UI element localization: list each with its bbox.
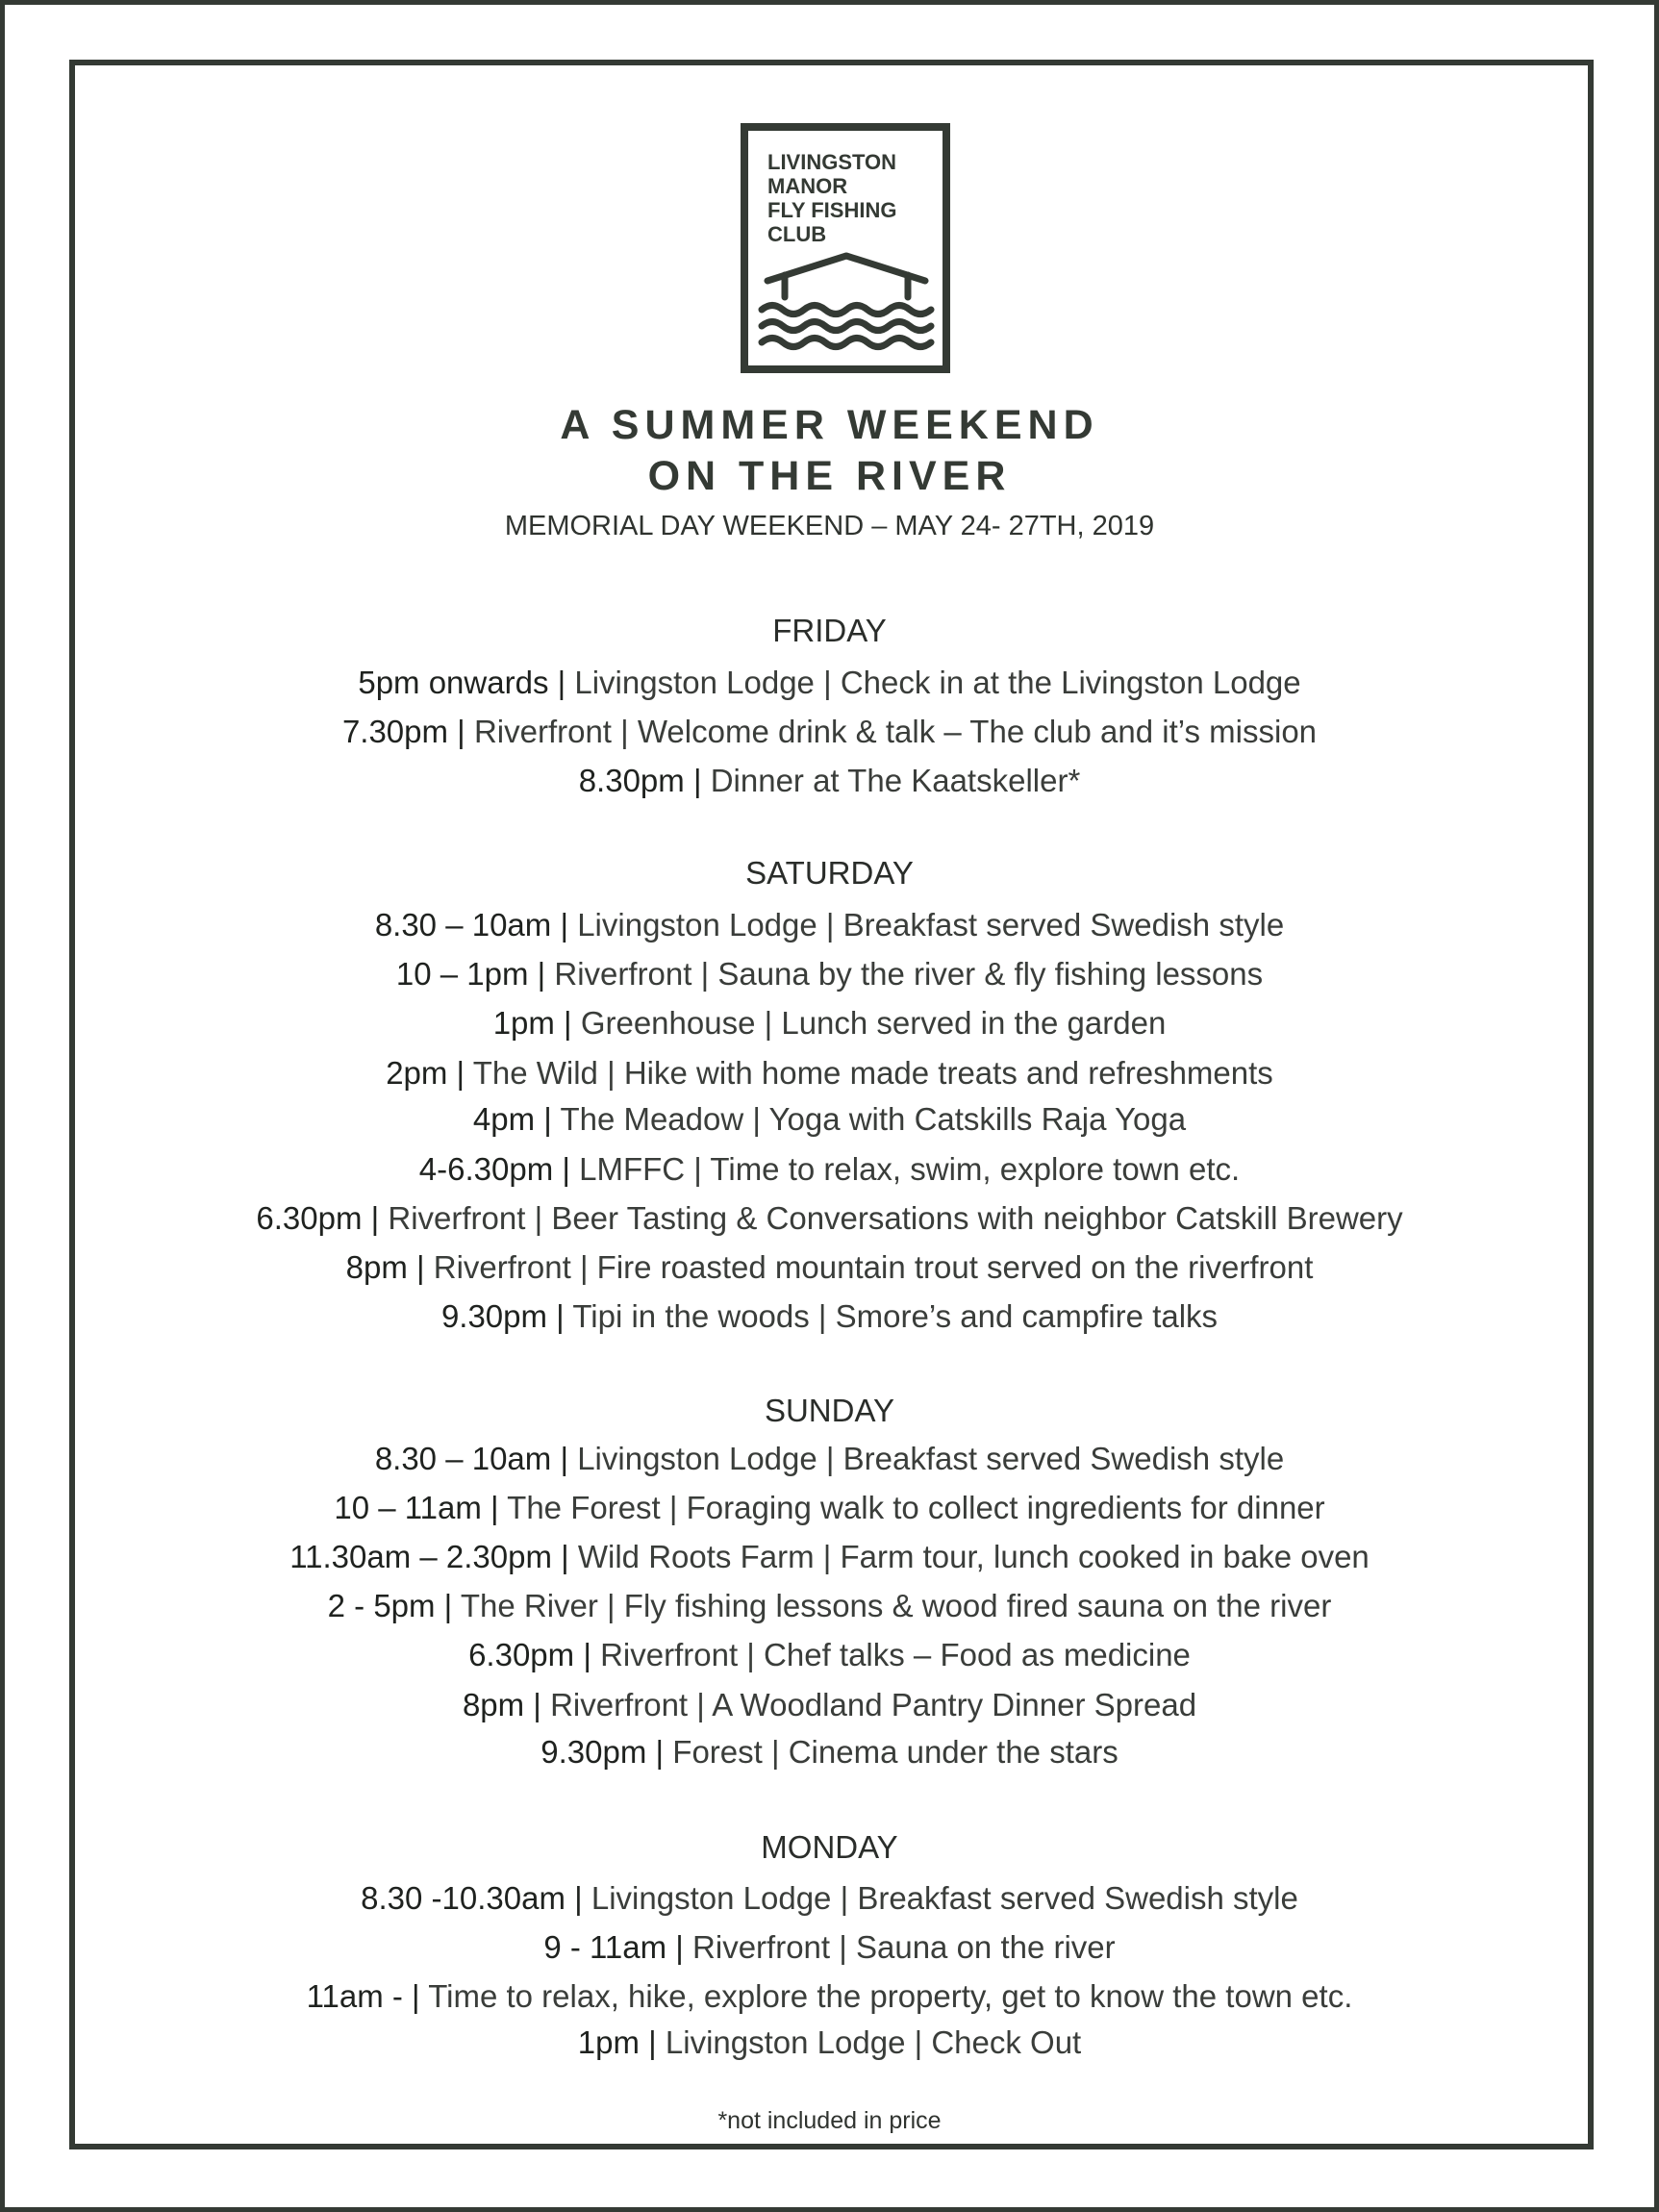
event-time: 6.30pm [256,1200,363,1236]
schedule-row: 8pm | Riverfront | Fire roasted mountain trout served on the riverfront [345,1249,1314,1285]
logo-text-line-2: MANOR [767,174,848,198]
event-dates-subtitle: MEMORIAL DAY WEEKEND – MAY 24- 27TH, 2019 [504,511,1155,541]
schedule-row: 6.30pm | Riverfront | Chef talks – Food as medicine [468,1637,1191,1672]
event-details: Riverfront | Fire roasted mountain trout served on the riverfront [433,1249,1314,1285]
schedule-row: 1pm | Greenhouse | Lunch served in the garden [492,1005,1167,1041]
logo-text-line-3: FLY FISHING [767,198,897,222]
event-details: Riverfront | Sauna by the river & fly fishing lessons [554,956,1264,992]
schedule-row: 2 - 5pm | The River | Fly fishing lessons & wood fired sauna on the river [327,1588,1332,1623]
schedule-row: 9.30pm | Forest | Cinema under the stars [540,1734,1119,1770]
logo-text-line-1: LIVINGSTON [767,150,897,174]
event-details: Livingston Lodge | Breakfast served Swedish style [591,1880,1298,1916]
schedule-row: 8.30pm | Dinner at The Kaatskeller* [578,763,1081,798]
event-details: Riverfront | A Woodland Pantry Dinner Spread [550,1687,1197,1722]
schedule-row: 4-6.30pm | LMFFC | Time to relax, swim, explore town etc. [418,1151,1241,1187]
schedule-row: 10 – 11am | The Forest | Foraging walk to collect ingredients for dinner [334,1490,1325,1525]
schedule-row: 6.30pm | Riverfront | Beer Tasting & Conversations with neighbor Catskill Brewery [256,1200,1403,1236]
event-details: Riverfront | Chef talks – Food as medicine [600,1637,1191,1672]
event-time: 11.30am – 2.30pm [289,1539,552,1574]
schedule-row: 8.30 – 10am | Livingston Lodge | Breakfast served Swedish style [374,907,1285,943]
day-heading-saturday: SATURDAY [745,855,914,891]
event-details: Riverfront | Beer Tasting & Conversations with neighbor Catskill Brewery [388,1200,1403,1236]
event-details: Livingston Lodge | Breakfast served Swedish style [577,1441,1285,1476]
event-details: The Wild | Hike with home made treats and refreshments [472,1055,1273,1091]
event-time: 5pm onwards [358,665,549,700]
event-time: 10 – 11am [334,1490,482,1525]
event-time: 8pm [345,1249,408,1285]
event-time: 8.30 – 10am [374,1441,552,1476]
schedule-row: 2pm | The Wild | Hike with home made treats and refreshments [386,1055,1273,1091]
event-details: Wild Roots Farm | Farm tour, lunch cooked in bake oven [577,1539,1370,1574]
event-time: 9 - 11am [543,1929,667,1965]
event-details: Tipi in the woods | Smore’s and campfire talks [572,1298,1219,1334]
event-details: Forest | Cinema under the stars [672,1734,1119,1770]
event-time: 10 – 1pm [395,956,529,992]
schedule-row: 8.30 -10.30am | Livingston Lodge | Breakfast served Swedish style [361,1880,1298,1916]
event-details: The Forest | Foraging walk to collect ingredients for dinner [507,1490,1325,1525]
schedule-row: 11.30am – 2.30pm | Wild Roots Farm | Farm tour, lunch cooked in bake oven [289,1539,1370,1574]
price-footnote: *not included in price [717,2107,942,2134]
event-time: 9.30pm [540,1734,647,1770]
schedule-row: 7.30pm | Riverfront | Welcome drink & talk – The club and it’s mission [341,714,1318,749]
event-time: 2pm [386,1055,448,1091]
event-details: The Meadow | Yoga with Catskills Raja Yoga [560,1101,1187,1137]
club-logo [741,123,950,373]
schedule-row: 8pm | Riverfront | A Woodland Pantry Dinner Spread [462,1687,1197,1722]
event-details: LMFFC | Time to relax, swim, explore town etc. [579,1151,1241,1187]
event-time: 11am - [306,1978,403,2014]
schedule-row: 9 - 11am | Riverfront | Sauna on the river [543,1929,1116,1965]
event-time: 6.30pm [468,1637,575,1672]
schedule-row: 4pm | The Meadow | Yoga with Catskills Raja Yoga [472,1101,1187,1137]
schedule-row: 8.30 – 10am | Livingston Lodge | Breakfast served Swedish style [374,1441,1285,1476]
schedule-row: 5pm onwards | Livingston Lodge | Check in at the Livingston Lodge [358,665,1301,700]
boathouse-waves-icon [762,256,931,347]
schedule-row: 9.30pm | Tipi in the woods | Smore’s and campfire talks [440,1298,1219,1334]
event-details: Livingston Lodge | Check in at the Livingston Lodge [574,665,1301,700]
event-time: 8pm [462,1687,525,1722]
event-details: Dinner at The Kaatskeller* [710,763,1081,798]
event-time: 1pm [492,1005,555,1041]
event-details: Livingston Lodge | Check Out [665,2024,1082,2060]
event-time: 8.30 -10.30am [361,1880,566,1916]
title-line-1: A SUMMER WEEKEND [560,402,1099,448]
event-time: 2 - 5pm [327,1588,436,1623]
event-details: Riverfront | Welcome drink & talk – The club and it’s mission [473,714,1318,749]
schedule-row: 10 – 1pm | Riverfront | Sauna by the river & fly fishing lessons [395,956,1264,992]
event-time: 8.30pm [578,763,685,798]
event-details: The River | Fly fishing lessons & wood fired sauna on the river [460,1588,1332,1623]
event-time: 1pm [577,2024,640,2060]
title-line-2: ON THE RIVER [647,453,1012,499]
event-time: 4-6.30pm [418,1151,554,1187]
day-heading-monday: MONDAY [761,1829,898,1865]
logo-text-line-4: CLUB [767,222,827,246]
event-details: Livingston Lodge | Breakfast served Swedish style [577,907,1285,943]
event-time: 7.30pm [341,714,449,749]
event-details: Riverfront | Sauna on the river [692,1929,1116,1965]
event-time: 8.30 – 10am [374,907,552,943]
schedule-row: 1pm | Livingston Lodge | Check Out [577,2024,1082,2060]
event-time: 4pm [472,1101,536,1137]
day-heading-friday: FRIDAY [772,613,887,648]
day-heading-sunday: SUNDAY [764,1393,895,1428]
event-time: 9.30pm [440,1298,548,1334]
event-details: Greenhouse | Lunch served in the garden [580,1005,1167,1041]
schedule-row: 11am - | Time to relax, hike, explore the property, get to know the town etc. [306,1978,1353,2014]
event-details: Time to relax, hike, explore the property, get to know the town etc. [428,1978,1353,2014]
